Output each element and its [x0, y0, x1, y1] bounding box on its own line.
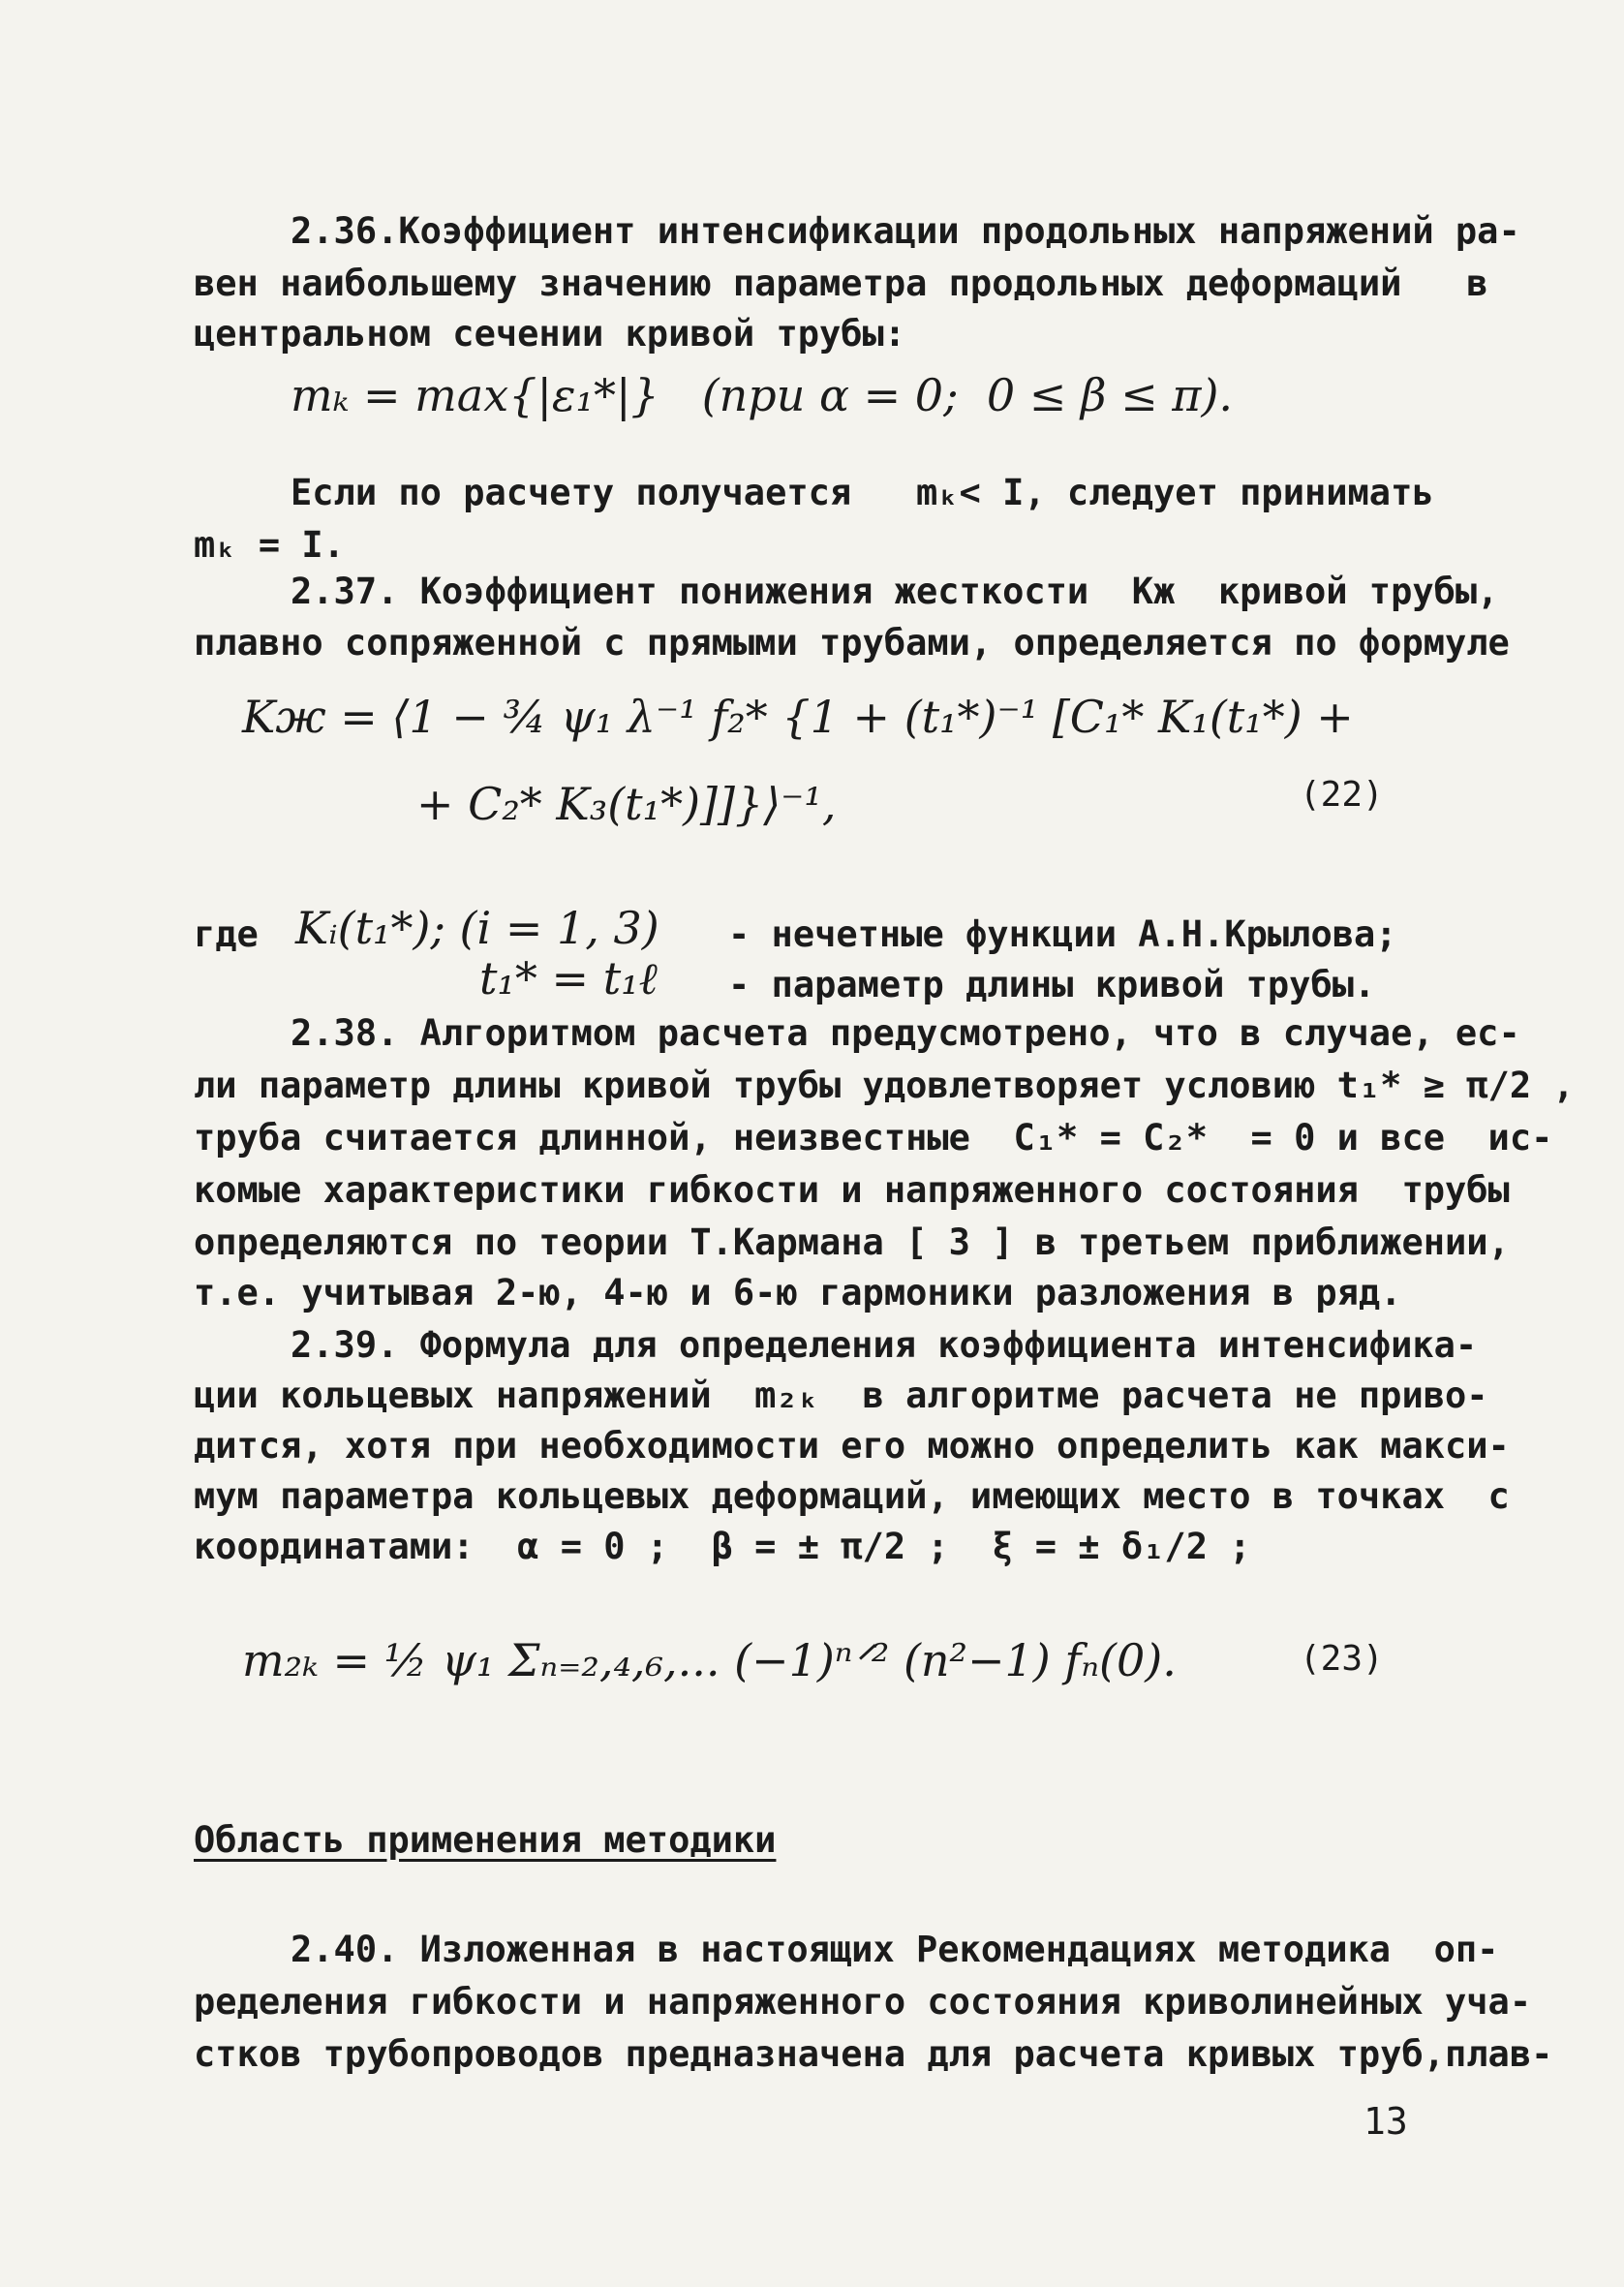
para-2-38-line-2: ли параметр длины кривой трубы удовлетворяет условию t₁* ≥ π/2 ,: [194, 1065, 1575, 1106]
definition-2-text: - параметр длины кривой трубы.: [728, 964, 1376, 1005]
para-2-36-line-2: вен наибольшему значению параметра продольных деформаций в: [194, 263, 1488, 304]
para-2-40-line-2: ределения гибкости и напряженного состояния криволинейных уча-: [194, 1981, 1532, 2023]
para-2-38-line-5: определяются по теории Т.Кармана [ 3 ] в третьем приближении,: [194, 1221, 1510, 1263]
note-mk-line-1: Если по расчету получается mₖ< I, следует принимать: [291, 472, 1434, 513]
section-heading: Область применения методики: [194, 1819, 777, 1861]
note-mk-line-2: mₖ = I.: [194, 524, 345, 566]
para-2-38-line-6: т.е. учитывая 2-ю, 4-ю и 6-ю гармоники разложения в ряд.: [194, 1272, 1402, 1313]
para-2-36-line-1: 2.36.Коэффициент интенсификации продольных напряжений ра-: [291, 210, 1520, 252]
para-2-38-line-4: комые характеристики гибкости и напряженного состояния трубы: [194, 1169, 1510, 1211]
para-2-36-line-3: центральном сечении кривой трубы:: [194, 313, 906, 355]
equation-number-23: (23): [1300, 1639, 1384, 1679]
formula-22-line-1: Kж = ⟨1 − ¾ ψ₁ λ⁻¹ f₂* {1 + (t₁*)⁻¹ [C₁* K₁(t₁*) +: [242, 691, 1354, 743]
para-2-40-line-3: стков трубопроводов предназначена для расчета кривых труб,плав-: [194, 2033, 1553, 2075]
definition-1-symbol: Kᵢ(t₁*); (i = 1, 3): [295, 902, 659, 954]
para-2-39-line-4: мум параметра кольцевых деформаций, имеющих место в точках с: [194, 1475, 1510, 1517]
para-2-37-line-1: 2.37. Коэффициент понижения жесткости Kж кривой трубы,: [291, 571, 1499, 612]
page-number: 13: [1364, 2100, 1408, 2143]
para-2-38-line-1: 2.38. Алгоритмом расчета предусмотрено, что в случае, ес-: [291, 1012, 1520, 1054]
para-2-39-line-5: координатами: α = 0 ; β = ± π/2 ; ξ = ± δ₁/2 ;: [194, 1526, 1251, 1567]
equation-number-22: (22): [1300, 775, 1384, 815]
definition-2-symbol: t₁* = t₁ℓ: [479, 952, 658, 1004]
para-2-40-line-1: 2.40. Изложенная в настоящих Рекомендациях методика оп-: [291, 1929, 1499, 1970]
para-2-39-line-2: ции кольцевых напряжений m₂ₖ в алгоритме расчета не приво-: [194, 1375, 1488, 1416]
formula-22-line-2: + C₂* K₃(t₁*)]]}⟩⁻¹,: [416, 778, 837, 830]
definition-1-text: - нечетные функции А.Н.Крылова;: [728, 913, 1397, 955]
where-label: где: [194, 913, 259, 955]
para-2-39-line-1: 2.39. Формула для определения коэффициента интенсифика-: [291, 1324, 1478, 1366]
formula-mk: mₖ = max{|ε₁*|} (при α = 0; 0 ≤ β ≤ π).: [291, 369, 1234, 421]
para-2-39-line-3: дится, хотя при необходимости его можно определить как макси-: [194, 1425, 1510, 1467]
para-2-37-line-2: плавно сопряженной с прямыми трубами, определяется по формуле: [194, 622, 1510, 664]
para-2-38-line-3: труба считается длинной, неизвестные C₁* = C₂* = 0 и все ис-: [194, 1117, 1553, 1159]
formula-23: m₂ₖ = ½ ψ₁ Σₙ₌₂,₄,₆,... (−1)ⁿᐟ² (n²−1) fₙ(0).: [242, 1634, 1177, 1686]
